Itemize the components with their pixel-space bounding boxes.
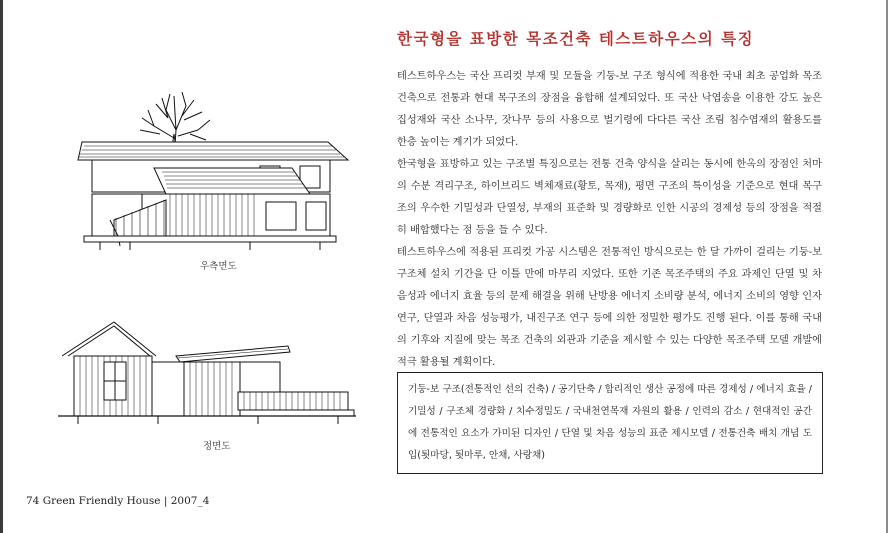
page-edge-left [0, 0, 3, 533]
front-elevation-drawing [58, 318, 358, 428]
caption-right-elevation: 우측면도 [200, 261, 237, 272]
paragraph-3: 테스트하우스에 적용된 프리컷 가공 시스템은 전통적인 방식으로는 한 달 가까이 걸리는 기둥-보 구조체 설치 기간을 단 이틀 만에 마무리 지었다. 또한 기존 목조주택의 주요 과제인 단열 및 차음성과 에너지 효율 등의 문제 해결을 위해 난방용 에너지 소비량 분석, 에너지 소비의 영향 인자 연구, 단열과 차음 성능평가, 내진구조 연구 등에 의한 정밀한 평가도 진행 된다. 이를 통해 국내의 기후와 지질에 맞는 목조 건축의 외관과 기준을 제시할 수 있는 다양한 목조주택 모델 개발에 적극 활용될 계획이다. [397, 247, 822, 368]
caption-front-elevation: 정면도 [203, 441, 231, 452]
article-heading: 한국형을 표방한 목조건축 테스트하우스의 특징 [397, 30, 755, 48]
page-number: 74 [26, 495, 40, 507]
article-body [397, 66, 822, 374]
paragraph-2: 한국형을 표방하고 있는 구조별 특징으로는 전통 건축 양식을 살리는 동시에 한옥의 장점인 처마의 수분 격리구조, 하이브리드 벽체재료(황토, 목재), 평면 구조의 특이성을 기준으로 현대 목구조의 우수한 기밀성과 단열성, 부재의 표준화 및 경량화로 인한 시공의 경제성 등의 장점을 적절히 배합했다는 점 등을 들 수 있다. [397, 159, 822, 236]
right-elevation-drawing [70, 90, 370, 260]
features-summary-text: 기둥-보 구조(전통적인 선의 건축) / 공기단축 / 합리적인 생산 공정에 따른 경제성 / 에너지 효율 / 기밀성 / 구조체 경량화 / 치수정밀도 / 국내천연목재 자원의 활용 / 인력의 감소 / 현대적인 공간에 전통적인 요소가 가미된 디자인 / 단열 및 차음 성능의 표준 제시모델 / 전통건축 배치 개념 도입(툇마당, 툇마루, 안채, 사랑채) [408, 384, 812, 461]
issue-number: 2007_4 [170, 495, 210, 507]
features-summary-box [397, 372, 823, 474]
magazine-name: Green Friendly House [42, 495, 161, 507]
page-footer [26, 495, 209, 507]
footer-separator: | [163, 495, 168, 507]
paragraph-1: 테스트하우스는 국산 프리컷 부재 및 모듈을 기둥-보 구조 형식에 적용한 국내 최초 공업화 목조건축으로 전통과 현대 목구조의 장점을 융합해 설계되었다. 또 국산 낙엽송을 이용한 강도 높은 집성재와 국산 소나무, 잣나무 등의 사용으로 벌기령에 다다른 국산 조림 침수엽재의 활용도를 한층 높이는 계기가 되었다. [397, 71, 822, 148]
